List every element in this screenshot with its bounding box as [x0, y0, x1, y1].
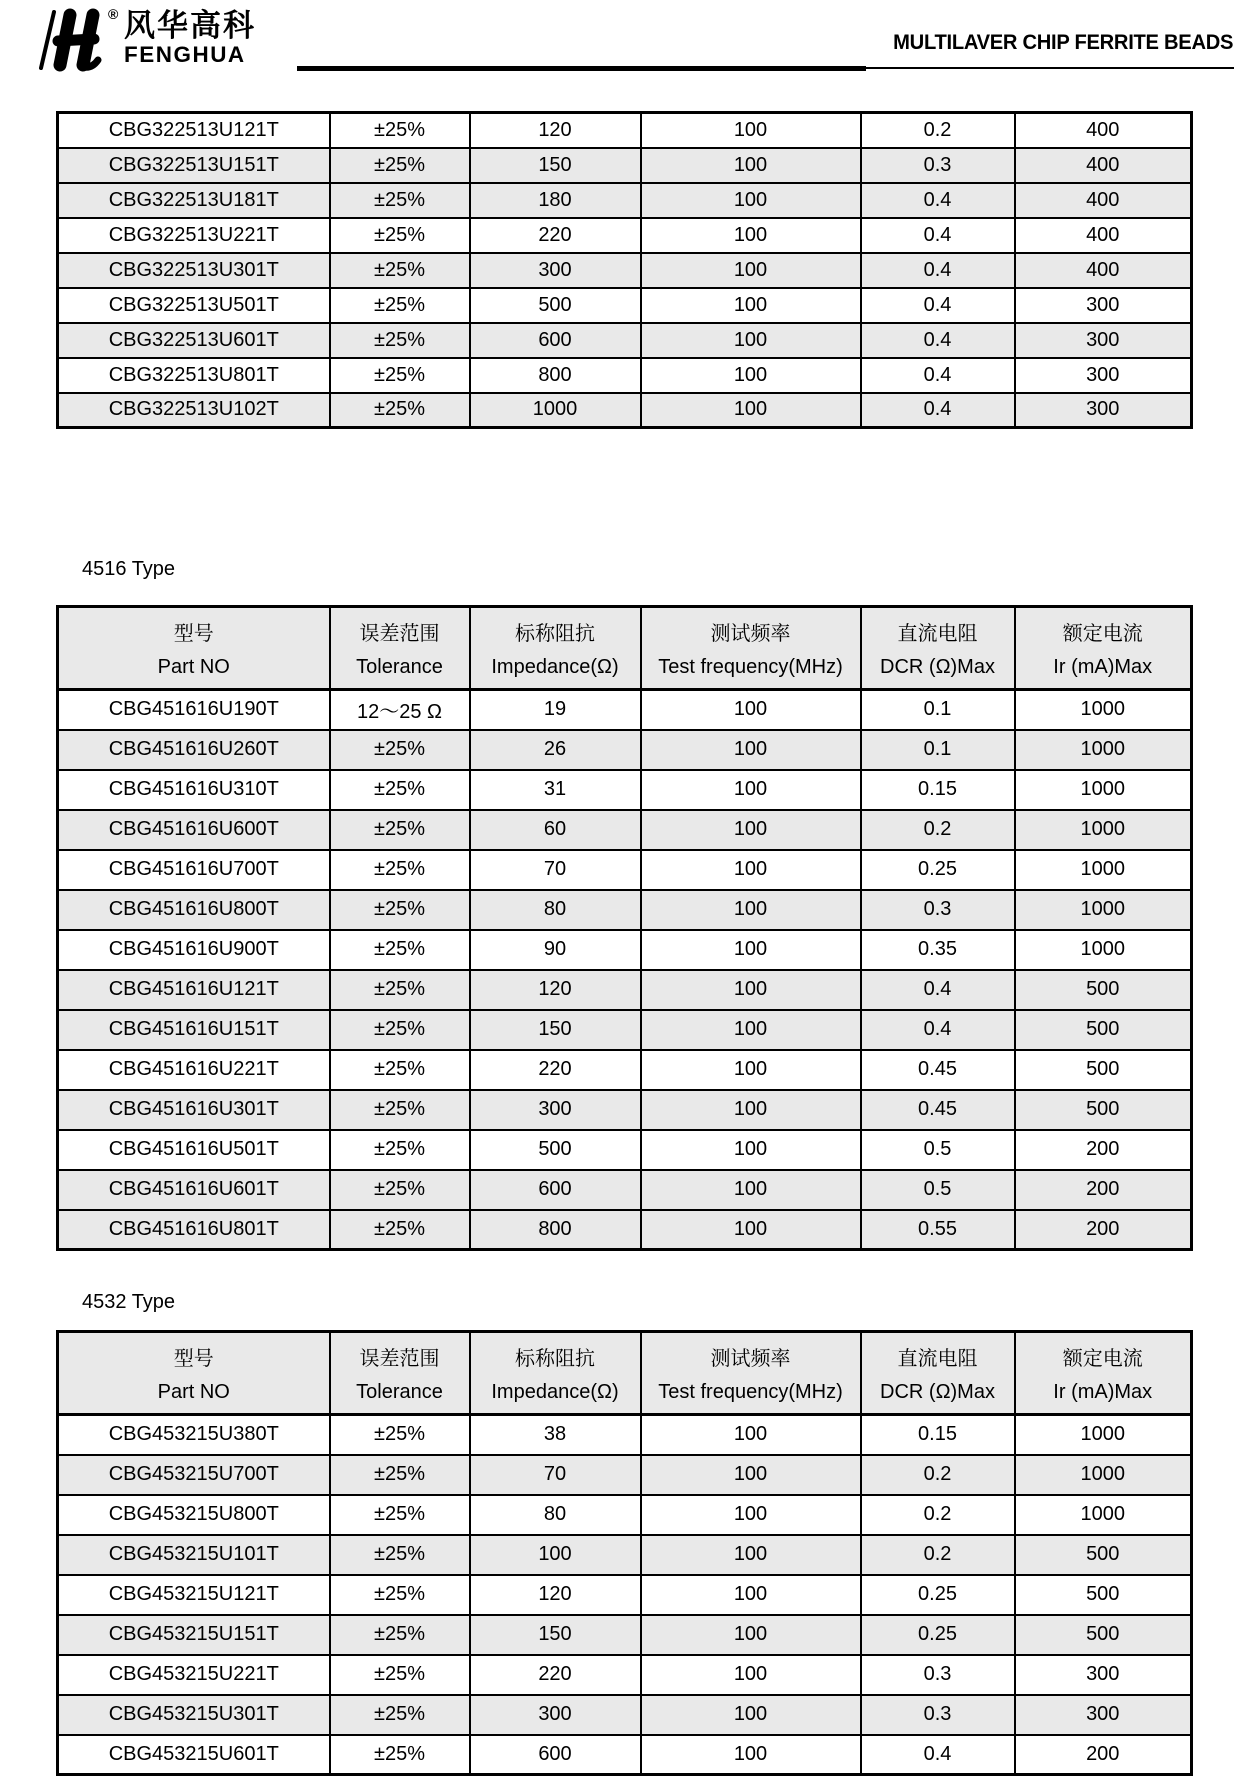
cell-part-no: CBG322513U102T — [58, 393, 330, 428]
cell-impedance: 180 — [470, 183, 641, 218]
cell-impedance: 120 — [470, 970, 641, 1010]
cell-part-no: CBG451616U310T — [58, 770, 330, 810]
cell-dcr: 0.4 — [861, 358, 1015, 393]
column-header-en: Ir (mA)Max — [1053, 1380, 1153, 1403]
column-header-cn: 型号 — [173, 623, 214, 646]
column-header-en: Ir (mA)Max — [1053, 655, 1153, 678]
table-row — [58, 393, 1192, 428]
column-header-cn: 误差范围 — [359, 623, 440, 646]
table-row — [58, 1010, 1192, 1050]
cell-ir: 500 — [1015, 1535, 1192, 1575]
cell-part-no: CBG453215U601T — [58, 1735, 330, 1775]
cell-tolerance: ±25% — [330, 1210, 470, 1250]
cell-test-frequency: 100 — [641, 358, 861, 393]
cell-ir: 500 — [1015, 1575, 1192, 1615]
column-header-en: DCR (Ω)Max — [880, 1380, 995, 1403]
cell-dcr: 0.25 — [861, 850, 1015, 890]
cell-ir: 500 — [1015, 1090, 1192, 1130]
cell-tolerance: ±25% — [330, 770, 470, 810]
cell-test-frequency: 100 — [641, 1495, 861, 1535]
table-row — [58, 970, 1192, 1010]
cell-ir: 400 — [1015, 148, 1192, 183]
cell-part-no: CBG451616U301T — [58, 1090, 330, 1130]
cell-ir: 200 — [1015, 1735, 1192, 1775]
cell-ir: 1000 — [1015, 690, 1192, 730]
table-row — [58, 1495, 1192, 1535]
cell-impedance: 220 — [470, 1655, 641, 1695]
cell-ir: 1000 — [1015, 1455, 1192, 1495]
column-header-cn: 标称阻抗 — [515, 623, 595, 646]
column-header-en: Impedance(Ω) — [491, 1380, 619, 1403]
cell-part-no: CBG453215U380T — [58, 1415, 330, 1455]
cell-ir: 500 — [1015, 1010, 1192, 1050]
table-row — [58, 1090, 1192, 1130]
cell-test-frequency: 100 — [641, 288, 861, 323]
cell-tolerance: ±25% — [330, 323, 470, 358]
cell-tolerance: ±25% — [330, 1575, 470, 1615]
table-row — [58, 1695, 1192, 1735]
cell-impedance: 500 — [470, 1130, 641, 1170]
cell-dcr: 0.4 — [861, 218, 1015, 253]
cell-tolerance: ±25% — [330, 1170, 470, 1210]
brand-name-english: FENGHUA — [124, 42, 246, 67]
header-rule-thick — [297, 66, 866, 71]
column-header-en: Part NO — [157, 1380, 230, 1403]
cell-ir: 400 — [1015, 218, 1192, 253]
cell-impedance: 300 — [470, 1695, 641, 1735]
cell-part-no: CBG453215U221T — [58, 1655, 330, 1695]
cell-test-frequency: 100 — [641, 1575, 861, 1615]
cell-tolerance: ±25% — [330, 1010, 470, 1050]
table-4516 — [56, 605, 1193, 1251]
cell-impedance: 31 — [470, 770, 641, 810]
cell-tolerance: ±25% — [330, 1130, 470, 1170]
cell-tolerance: ±25% — [330, 970, 470, 1010]
column-header-en: Test frequency(MHz) — [658, 1380, 843, 1403]
cell-ir: 500 — [1015, 970, 1192, 1010]
cell-dcr: 0.25 — [861, 1615, 1015, 1655]
table-row — [58, 358, 1192, 393]
cell-test-frequency: 100 — [641, 1415, 861, 1455]
cell-test-frequency: 100 — [641, 1455, 861, 1495]
cell-ir: 300 — [1015, 323, 1192, 358]
cell-test-frequency: 100 — [641, 730, 861, 770]
fenghua-logo-icon — [28, 8, 106, 72]
cell-test-frequency: 100 — [641, 253, 861, 288]
cell-part-no: CBG451616U700T — [58, 850, 330, 890]
cell-impedance: 800 — [470, 1210, 641, 1250]
cell-tolerance: ±25% — [330, 288, 470, 323]
cell-tolerance: ±25% — [330, 1050, 470, 1090]
cell-impedance: 300 — [470, 253, 641, 288]
cell-part-no: CBG453215U151T — [58, 1615, 330, 1655]
cell-impedance: 600 — [470, 323, 641, 358]
cell-test-frequency: 100 — [641, 218, 861, 253]
column-header-en: Test frequency(MHz) — [658, 655, 843, 678]
cell-test-frequency: 100 — [641, 770, 861, 810]
cell-test-frequency: 100 — [641, 183, 861, 218]
cell-tolerance: 12～25 Ω — [330, 690, 470, 730]
cell-tolerance: ±25% — [330, 890, 470, 930]
cell-tolerance: ±25% — [330, 1735, 470, 1775]
cell-ir: 1000 — [1015, 770, 1192, 810]
cell-ir: 300 — [1015, 358, 1192, 393]
cell-part-no: CBG453215U301T — [58, 1695, 330, 1735]
cell-test-frequency: 100 — [641, 1735, 861, 1775]
cell-part-no: CBG451616U121T — [58, 970, 330, 1010]
cell-part-no: CBG451616U601T — [58, 1170, 330, 1210]
cell-ir: 1000 — [1015, 930, 1192, 970]
cell-impedance: 600 — [470, 1735, 641, 1775]
cell-part-no: CBG453215U121T — [58, 1575, 330, 1615]
section-label-table-4516: 4516 Type — [82, 558, 176, 580]
cell-dcr: 0.4 — [861, 1735, 1015, 1775]
cell-dcr: 0.45 — [861, 1090, 1015, 1130]
table-row — [58, 850, 1192, 890]
cell-part-no: CBG453215U800T — [58, 1495, 330, 1535]
cell-test-frequency: 100 — [641, 1130, 861, 1170]
doc-title: MULTILAVER CHIP FERRITE BEADS — [893, 31, 1233, 54]
table-4532 — [56, 1330, 1193, 1776]
cell-part-no: CBG451616U800T — [58, 890, 330, 930]
cell-dcr: 0.2 — [861, 1455, 1015, 1495]
cell-tolerance: ±25% — [330, 810, 470, 850]
table-row — [58, 1130, 1192, 1170]
cell-test-frequency: 100 — [641, 810, 861, 850]
cell-part-no: CBG322513U121T — [58, 113, 330, 148]
cell-impedance: 500 — [470, 288, 641, 323]
table-row — [58, 1535, 1192, 1575]
header-row — [58, 1332, 1192, 1415]
cell-ir: 1000 — [1015, 850, 1192, 890]
cell-tolerance: ±25% — [330, 358, 470, 393]
cell-ir: 1000 — [1015, 1415, 1192, 1455]
cell-test-frequency: 100 — [641, 393, 861, 428]
cell-test-frequency: 100 — [641, 1695, 861, 1735]
column-header-impedance — [470, 1332, 641, 1415]
cell-tolerance: ±25% — [330, 930, 470, 970]
cell-dcr: 0.15 — [861, 1415, 1015, 1455]
cell-part-no: CBG322513U221T — [58, 218, 330, 253]
column-header-cn: 误差范围 — [359, 1348, 440, 1371]
cell-impedance: 300 — [470, 1090, 641, 1130]
cell-test-frequency: 100 — [641, 1655, 861, 1695]
cell-tolerance: ±25% — [330, 1495, 470, 1535]
cell-ir: 200 — [1015, 1170, 1192, 1210]
column-header-cn: 额定电流 — [1062, 1348, 1143, 1371]
cell-dcr: 0.3 — [861, 148, 1015, 183]
column-header-cn: 标称阻抗 — [515, 1348, 595, 1371]
table-row — [58, 183, 1192, 218]
cell-test-frequency: 100 — [641, 1615, 861, 1655]
cell-ir: 1000 — [1015, 1495, 1192, 1535]
cell-impedance: 600 — [470, 1170, 641, 1210]
cell-tolerance: ±25% — [330, 1615, 470, 1655]
column-header-tolerance — [330, 1332, 470, 1415]
cell-ir: 200 — [1015, 1210, 1192, 1250]
cell-dcr: 0.25 — [861, 1575, 1015, 1615]
table-row — [58, 1415, 1192, 1455]
cell-ir: 300 — [1015, 288, 1192, 323]
cell-impedance: 220 — [470, 218, 641, 253]
column-header-test-frequency — [641, 607, 861, 690]
cell-part-no: CBG453215U700T — [58, 1455, 330, 1495]
column-header-test-frequency — [641, 1332, 861, 1415]
cell-impedance: 80 — [470, 890, 641, 930]
cell-tolerance: ±25% — [330, 1455, 470, 1495]
cell-impedance: 70 — [470, 850, 641, 890]
cell-part-no: CBG322513U181T — [58, 183, 330, 218]
cell-dcr: 0.1 — [861, 690, 1015, 730]
cell-impedance: 80 — [470, 1495, 641, 1535]
cell-ir: 300 — [1015, 1695, 1192, 1735]
column-header-cn: 测试频率 — [710, 1348, 791, 1371]
cell-part-no: CBG451616U221T — [58, 1050, 330, 1090]
cell-ir: 1000 — [1015, 890, 1192, 930]
table-row — [58, 1735, 1192, 1775]
table-row — [58, 148, 1192, 183]
cell-part-no: CBG322513U151T — [58, 148, 330, 183]
cell-ir: 400 — [1015, 183, 1192, 218]
cell-impedance: 120 — [470, 1575, 641, 1615]
table-row — [58, 323, 1192, 358]
cell-tolerance: ±25% — [330, 253, 470, 288]
cell-test-frequency: 100 — [641, 148, 861, 183]
cell-test-frequency: 100 — [641, 113, 861, 148]
table-row — [58, 730, 1192, 770]
cell-impedance: 38 — [470, 1415, 641, 1455]
table-row — [58, 770, 1192, 810]
cell-impedance: 150 — [470, 1615, 641, 1655]
cell-test-frequency: 100 — [641, 970, 861, 1010]
cell-ir: 200 — [1015, 1130, 1192, 1170]
cell-ir: 300 — [1015, 1655, 1192, 1695]
cell-test-frequency: 100 — [641, 890, 861, 930]
column-header-en: DCR (Ω)Max — [880, 655, 995, 678]
cell-dcr: 0.1 — [861, 730, 1015, 770]
cell-dcr: 0.4 — [861, 323, 1015, 358]
cell-ir: 1000 — [1015, 810, 1192, 850]
header-rule — [297, 66, 1234, 71]
column-header-cn: 直流电阻 — [897, 623, 978, 646]
cell-test-frequency: 100 — [641, 1535, 861, 1575]
cell-test-frequency: 100 — [641, 1210, 861, 1250]
column-header-en: Impedance(Ω) — [491, 655, 619, 678]
cell-impedance: 150 — [470, 1010, 641, 1050]
cell-tolerance: ±25% — [330, 148, 470, 183]
table-row — [58, 690, 1192, 730]
column-header-part-no — [58, 607, 330, 690]
column-header-dcr — [861, 1332, 1015, 1415]
cell-dcr: 0.2 — [861, 1495, 1015, 1535]
cell-impedance: 150 — [470, 148, 641, 183]
column-header-impedance — [470, 607, 641, 690]
cell-impedance: 800 — [470, 358, 641, 393]
cell-impedance: 1000 — [470, 393, 641, 428]
cell-dcr: 0.3 — [861, 890, 1015, 930]
cell-tolerance: ±25% — [330, 393, 470, 428]
cell-dcr: 0.2 — [861, 113, 1015, 148]
cell-tolerance: ±25% — [330, 1695, 470, 1735]
column-header-cn: 型号 — [173, 1348, 214, 1371]
cell-part-no: CBG451616U260T — [58, 730, 330, 770]
cell-tolerance: ±25% — [330, 218, 470, 253]
cell-dcr: 0.2 — [861, 1535, 1015, 1575]
table-row — [58, 253, 1192, 288]
table-row — [58, 1615, 1192, 1655]
cell-part-no: CBG322513U601T — [58, 323, 330, 358]
cell-dcr: 0.4 — [861, 253, 1015, 288]
cell-dcr: 0.35 — [861, 930, 1015, 970]
cell-part-no: CBG322513U301T — [58, 253, 330, 288]
cell-tolerance: ±25% — [330, 1655, 470, 1695]
table-row — [58, 930, 1192, 970]
column-header-en: Tolerance — [356, 655, 443, 678]
column-header-cn: 测试频率 — [710, 623, 791, 646]
column-header-ir — [1015, 607, 1192, 690]
column-header-cn: 额定电流 — [1062, 623, 1143, 646]
column-header-dcr — [861, 607, 1015, 690]
cell-dcr: 0.15 — [861, 770, 1015, 810]
cell-tolerance: ±25% — [330, 1090, 470, 1130]
cell-ir: 400 — [1015, 253, 1192, 288]
table-row — [58, 1455, 1192, 1495]
cell-impedance: 220 — [470, 1050, 641, 1090]
cell-impedance: 26 — [470, 730, 641, 770]
table-row — [58, 113, 1192, 148]
cell-impedance: 120 — [470, 113, 641, 148]
brand-name-chinese: 风华高科 — [124, 8, 256, 43]
registered-trademark-symbol: ® — [108, 6, 119, 22]
table-row — [58, 1170, 1192, 1210]
brand-block — [124, 10, 256, 66]
cell-test-frequency: 100 — [641, 850, 861, 890]
cell-test-frequency: 100 — [641, 1010, 861, 1050]
table-row — [58, 1210, 1192, 1250]
table-row — [58, 218, 1192, 253]
cell-part-no: CBG451616U501T — [58, 1130, 330, 1170]
section-label-table-4532: 4532 Type — [82, 1291, 176, 1313]
cell-impedance: 90 — [470, 930, 641, 970]
cell-test-frequency: 100 — [641, 323, 861, 358]
cell-impedance: 70 — [470, 1455, 641, 1495]
cell-part-no: CBG322513U801T — [58, 358, 330, 393]
cell-tolerance: ±25% — [330, 850, 470, 890]
table-row — [58, 1655, 1192, 1695]
column-header-tolerance — [330, 607, 470, 690]
cell-part-no: CBG451616U600T — [58, 810, 330, 850]
cell-part-no: CBG451616U190T — [58, 690, 330, 730]
cell-part-no: CBG451616U801T — [58, 1210, 330, 1250]
cell-dcr: 0.45 — [861, 1050, 1015, 1090]
cell-dcr: 0.4 — [861, 183, 1015, 218]
column-header-en: Part NO — [157, 655, 230, 678]
header-row — [58, 607, 1192, 690]
cell-impedance: 100 — [470, 1535, 641, 1575]
cell-part-no: CBG453215U101T — [58, 1535, 330, 1575]
cell-test-frequency: 100 — [641, 1050, 861, 1090]
cell-dcr: 0.5 — [861, 1170, 1015, 1210]
table-row — [58, 890, 1192, 930]
cell-tolerance: ±25% — [330, 1535, 470, 1575]
column-header-en: Tolerance — [356, 1380, 443, 1403]
cell-impedance: 19 — [470, 690, 641, 730]
cell-tolerance: ±25% — [330, 730, 470, 770]
cell-dcr: 0.4 — [861, 1010, 1015, 1050]
column-header-part-no — [58, 1332, 330, 1415]
cell-part-no: CBG451616U900T — [58, 930, 330, 970]
cell-ir: 500 — [1015, 1615, 1192, 1655]
cell-dcr: 0.5 — [861, 1130, 1015, 1170]
cell-tolerance: ±25% — [330, 113, 470, 148]
header-rule-thin — [866, 67, 1234, 69]
cell-test-frequency: 100 — [641, 1090, 861, 1130]
cell-dcr: 0.4 — [861, 970, 1015, 1010]
cell-test-frequency: 100 — [641, 930, 861, 970]
cell-impedance: 60 — [470, 810, 641, 850]
cell-dcr: 0.3 — [861, 1695, 1015, 1735]
cell-dcr: 0.4 — [861, 393, 1015, 428]
cell-ir: 300 — [1015, 393, 1192, 428]
cell-test-frequency: 100 — [641, 1170, 861, 1210]
table-row — [58, 288, 1192, 323]
cell-part-no: CBG322513U501T — [58, 288, 330, 323]
cell-part-no: CBG451616U151T — [58, 1010, 330, 1050]
cell-test-frequency: 100 — [641, 690, 861, 730]
table-row — [58, 1575, 1192, 1615]
cell-dcr: 0.2 — [861, 810, 1015, 850]
cell-tolerance: ±25% — [330, 183, 470, 218]
cell-ir: 500 — [1015, 1050, 1192, 1090]
column-header-ir — [1015, 1332, 1192, 1415]
table-3225-continuation — [56, 111, 1193, 429]
cell-ir: 1000 — [1015, 730, 1192, 770]
column-header-cn: 直流电阻 — [897, 1348, 978, 1371]
cell-dcr: 0.4 — [861, 288, 1015, 323]
cell-dcr: 0.55 — [861, 1210, 1015, 1250]
cell-dcr: 0.3 — [861, 1655, 1015, 1695]
table-row — [58, 810, 1192, 850]
cell-tolerance: ±25% — [330, 1415, 470, 1455]
cell-ir: 400 — [1015, 113, 1192, 148]
table-row — [58, 1050, 1192, 1090]
